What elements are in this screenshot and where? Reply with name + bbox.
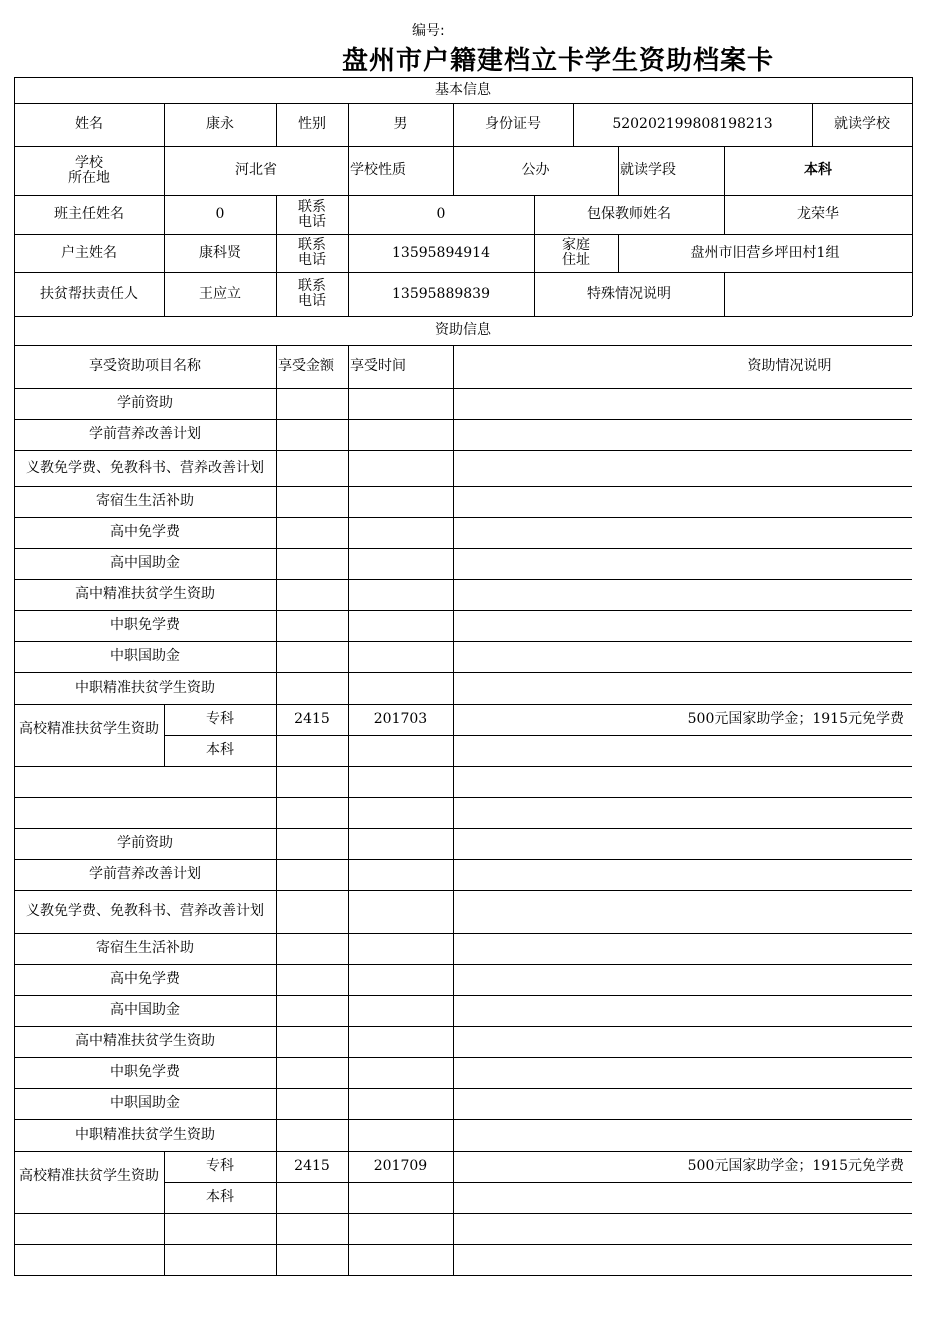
value-school-type-text: 公办 (521, 162, 550, 178)
grid-line (164, 1244, 165, 1275)
grid-line (348, 828, 349, 859)
aid-item-row-text: 高中精准扶贫学生资助 (75, 1033, 215, 1049)
value-householder (164, 234, 276, 272)
grid-line (348, 1119, 349, 1151)
grid-line (348, 1057, 349, 1088)
aid-item-row-text: 学前营养改善计划 (89, 426, 201, 442)
benke-label-text: 本科 (206, 742, 234, 758)
label-guarantor (534, 195, 724, 234)
grid-line (14, 766, 912, 767)
label-teacher (14, 195, 164, 234)
label-school-location-text: 学校 (75, 154, 103, 171)
grid-line (453, 388, 454, 419)
label-teacher-phone-text: 联系 (298, 198, 326, 215)
label-householder-phone (276, 234, 348, 272)
grid-line (348, 1244, 349, 1275)
zhuanke-time (348, 704, 453, 735)
aid-item-row (14, 450, 276, 486)
grid-line (453, 486, 454, 517)
value-helper (164, 272, 276, 316)
section-basic-info-text: 基本信息 (435, 81, 491, 98)
value-id-text: 520202199808198213 (612, 116, 773, 132)
grid-line (348, 859, 349, 890)
aid-item-row-text: 寄宿生生活补助 (96, 940, 194, 956)
aid-item-row-text: 寄宿生生活补助 (96, 493, 194, 509)
label-helper-text: 扶贫帮扶责任人 (40, 285, 138, 302)
label-householder-phone-text: 联系 (298, 237, 326, 253)
value-teacher-phone-text: 0 (436, 206, 446, 222)
aid-item-row-text: 高中国助金 (110, 555, 180, 571)
label-teacher-text: 班主任姓名 (54, 206, 124, 222)
grid-line (276, 641, 277, 672)
aid-item-row-text: 学前营养改善计划 (89, 866, 201, 882)
aid-item-row (14, 486, 276, 517)
zhuanke-amount (276, 1151, 348, 1182)
value-school-location (164, 146, 348, 195)
aid-item-row (14, 890, 276, 933)
aid-item-row (14, 828, 276, 859)
value-teacher (164, 195, 276, 234)
aid-item-row-text: 高中免学费 (110, 524, 180, 540)
label-teacher-phone-text: 电话 (298, 213, 326, 230)
label-householder-text: 户主姓名 (61, 244, 117, 261)
grid-line (453, 610, 454, 641)
aid-item-row-text: 义教免学费、免教科书、营养改善计划 (26, 459, 264, 476)
zhuanke-description (453, 1151, 912, 1182)
value-name-text: 康永 (206, 116, 234, 132)
page-title: 盘州市户籍建档立卡学生资助档案卡 (342, 46, 775, 76)
aid-item-row-text: 中职国助金 (110, 1095, 180, 1111)
grid-line (348, 486, 349, 517)
aid-item-row (14, 419, 276, 450)
value-address-text: 盘州市旧营乡坪田村1组 (690, 244, 840, 261)
aid-item-row-text: 高中免学费 (110, 971, 180, 987)
value-householder-phone-text: 13595894914 (392, 244, 490, 261)
aid-item-row (14, 610, 276, 641)
zhuanke-time-text: 201709 (373, 1158, 428, 1174)
zhuanke-label (164, 1151, 276, 1182)
grid-line (348, 548, 349, 579)
college-aid-label-text: 高校精准扶贫学生资助 (19, 1168, 159, 1184)
zhuanke-label (164, 704, 276, 735)
grid-line (453, 1057, 454, 1088)
header-time-text: 享受时间 (350, 358, 406, 374)
label-school-text: 就读学校 (834, 116, 890, 132)
value-stage-text: 本科 (804, 162, 832, 178)
aid-item-row (14, 641, 276, 672)
label-gender (276, 103, 348, 146)
value-gender-text: 男 (393, 116, 408, 132)
grid-line (453, 1244, 454, 1275)
grid-line (348, 964, 349, 995)
label-name-text: 姓名 (75, 116, 103, 132)
grid-line (348, 672, 349, 704)
value-guarantor (724, 195, 912, 234)
grid-line (276, 797, 277, 828)
benke-label (164, 1182, 276, 1213)
grid-line (453, 995, 454, 1026)
value-householder-phone (348, 234, 534, 272)
college-aid-label (14, 704, 164, 755)
header-project-text: 享受资助项目名称 (89, 358, 201, 374)
label-school-location (14, 146, 164, 195)
aid-item-row-text: 中职国助金 (110, 648, 180, 664)
grid-line (348, 1213, 349, 1244)
aid-item-row (14, 1088, 276, 1119)
label-stage-text: 就读学段 (620, 162, 676, 178)
label-special-text: 特殊情况说明 (587, 285, 671, 302)
grid-line (276, 1119, 277, 1151)
label-name (14, 103, 164, 146)
zhuanke-label-text: 专科 (206, 711, 234, 727)
aid-item-row (14, 995, 276, 1026)
value-helper-phone (348, 272, 534, 316)
grid-line (453, 933, 454, 964)
grid-line (348, 1026, 349, 1057)
grid-line (348, 641, 349, 672)
grid-line (276, 828, 277, 859)
grid-line (276, 766, 277, 797)
grid-line (453, 548, 454, 579)
grid-line (276, 1213, 277, 1244)
grid-line (14, 1213, 912, 1214)
value-stage (724, 146, 912, 195)
value-special (724, 272, 912, 316)
label-helper (14, 272, 164, 316)
grid-line (276, 579, 277, 610)
grid-line (348, 797, 349, 828)
aid-item-row-text: 中职精准扶贫学生资助 (75, 679, 215, 696)
value-helper-text: 王应立 (199, 285, 241, 302)
grid-line (276, 1244, 277, 1275)
grid-line (276, 388, 277, 419)
grid-line (453, 797, 454, 828)
aid-item-row (14, 579, 276, 610)
label-householder (14, 234, 164, 272)
grid-line (276, 610, 277, 641)
grid-line (453, 641, 454, 672)
zhuanke-time (348, 1151, 453, 1182)
grid-line (453, 1213, 454, 1244)
grid-line (276, 964, 277, 995)
grid-line (348, 933, 349, 964)
grid-line (453, 859, 454, 890)
grid-line (453, 964, 454, 995)
grid-line (276, 548, 277, 579)
zhuanke-description-text: 500元国家助学金；1915元免学费 (687, 1158, 904, 1174)
value-teacher-text: 0 (215, 206, 225, 222)
aid-item-row (14, 388, 276, 419)
grid-line (276, 859, 277, 890)
grid-line (453, 579, 454, 610)
grid-line (276, 890, 277, 933)
aid-item-row (14, 1057, 276, 1088)
grid-line (276, 995, 277, 1026)
aid-item-row (14, 672, 276, 704)
zhuanke-description (453, 704, 912, 735)
grid-line (276, 419, 277, 450)
section-aid-info (14, 316, 912, 345)
aid-item-row (14, 1026, 276, 1057)
label-helper-phone-text: 电话 (298, 293, 326, 309)
value-guarantor-text: 龙荣华 (797, 206, 839, 222)
value-teacher-phone (348, 195, 534, 234)
grid-line (348, 890, 349, 933)
grid-line (348, 517, 349, 548)
zhuanke-label-text: 专科 (206, 1158, 234, 1174)
label-householder-phone-text: 电话 (298, 252, 326, 268)
college-aid-label (14, 1151, 164, 1202)
section-aid-info-text: 资助信息 (435, 322, 491, 338)
grid-line (14, 1244, 912, 1245)
grid-line (276, 933, 277, 964)
grid-line (453, 517, 454, 548)
label-address-text: 住址 (562, 252, 590, 268)
grid-line (14, 797, 912, 798)
label-school (812, 103, 912, 146)
value-gender (348, 103, 453, 146)
grid-line (276, 517, 277, 548)
grid-line (348, 388, 349, 419)
grid-line (453, 450, 454, 486)
zhuanke-description-text: 500元国家助学金；1915元免学费 (687, 711, 904, 727)
aid-item-row (14, 859, 276, 890)
aid-item-row (14, 548, 276, 579)
document-number-label: 编号: (412, 23, 445, 39)
label-id-text: 身份证号 (485, 116, 541, 132)
aid-item-row (14, 1119, 276, 1151)
value-school-type (453, 146, 618, 195)
grid-line (276, 1026, 277, 1057)
value-helper-phone-text: 13595889839 (392, 285, 490, 302)
grid-line (453, 1119, 454, 1151)
aid-item-row-text: 中职免学费 (110, 1064, 180, 1080)
grid-line (276, 1057, 277, 1088)
label-special (534, 272, 724, 316)
grid-line (14, 1275, 912, 1276)
grid-line (348, 766, 349, 797)
label-stage (618, 146, 724, 195)
grid-line (276, 486, 277, 517)
grid-line (348, 1088, 349, 1119)
section-basic-info (14, 77, 912, 103)
benke-label-text: 本科 (206, 1189, 234, 1205)
header-amount-text: 享受金额 (278, 358, 334, 374)
college-aid-label-text: 高校精准扶贫学生资助 (19, 721, 159, 737)
grid-line (276, 672, 277, 704)
grid-line (453, 890, 454, 933)
grid-line (453, 419, 454, 450)
grid-line (164, 1213, 165, 1244)
header-description (453, 345, 950, 388)
zhuanke-time-text: 201703 (373, 711, 428, 727)
label-school-type (348, 146, 453, 195)
aid-item-row (14, 933, 276, 964)
label-school-type-text: 学校性质 (350, 162, 406, 178)
label-gender-text: 性别 (298, 116, 326, 132)
label-address-text: 家庭 (562, 237, 590, 253)
grid-line (912, 77, 913, 316)
aid-item-row (14, 517, 276, 548)
aid-item-row-text: 高中精准扶贫学生资助 (75, 586, 215, 602)
grid-line (276, 450, 277, 486)
label-address (534, 234, 618, 272)
value-school-location-text: 河北省 (235, 162, 277, 178)
benke-label (164, 735, 276, 766)
label-school-location-text: 所在地 (68, 169, 110, 186)
zhuanke-amount-text: 2415 (294, 1158, 330, 1174)
aid-item-row-text: 义教免学费、免教科书、营养改善计划 (26, 903, 264, 919)
aid-item-row-text: 中职精准扶贫学生资助 (75, 1126, 215, 1143)
value-name (164, 103, 276, 146)
label-teacher-phone (276, 195, 348, 234)
grid-line (453, 766, 454, 797)
grid-line (348, 995, 349, 1026)
label-guarantor-text: 包保教师姓名 (587, 206, 671, 222)
zhuanke-amount-text: 2415 (294, 711, 330, 727)
grid-line (453, 828, 454, 859)
value-address (618, 234, 912, 272)
grid-line (453, 1088, 454, 1119)
zhuanke-amount (276, 704, 348, 735)
grid-line (348, 419, 349, 450)
header-time (348, 345, 453, 388)
header-amount (276, 345, 348, 388)
grid-line (348, 610, 349, 641)
header-description-text: 资助情况说明 (747, 358, 832, 374)
grid-line (276, 1088, 277, 1119)
aid-item-row-text: 中职免学费 (110, 617, 180, 633)
aid-item-row-text: 学前资助 (117, 835, 173, 851)
grid-line (348, 450, 349, 486)
label-helper-phone (276, 272, 348, 316)
grid-line (453, 672, 454, 704)
grid-line (348, 579, 349, 610)
grid-line (453, 1026, 454, 1057)
header-project (14, 345, 276, 388)
value-householder-text: 康科贤 (199, 244, 241, 261)
value-id (573, 103, 812, 146)
aid-item-row-text: 高中国助金 (110, 1002, 180, 1018)
aid-item-row (14, 964, 276, 995)
label-id (453, 103, 573, 146)
label-helper-phone-text: 联系 (298, 278, 326, 294)
aid-item-row-text: 学前资助 (117, 395, 173, 411)
